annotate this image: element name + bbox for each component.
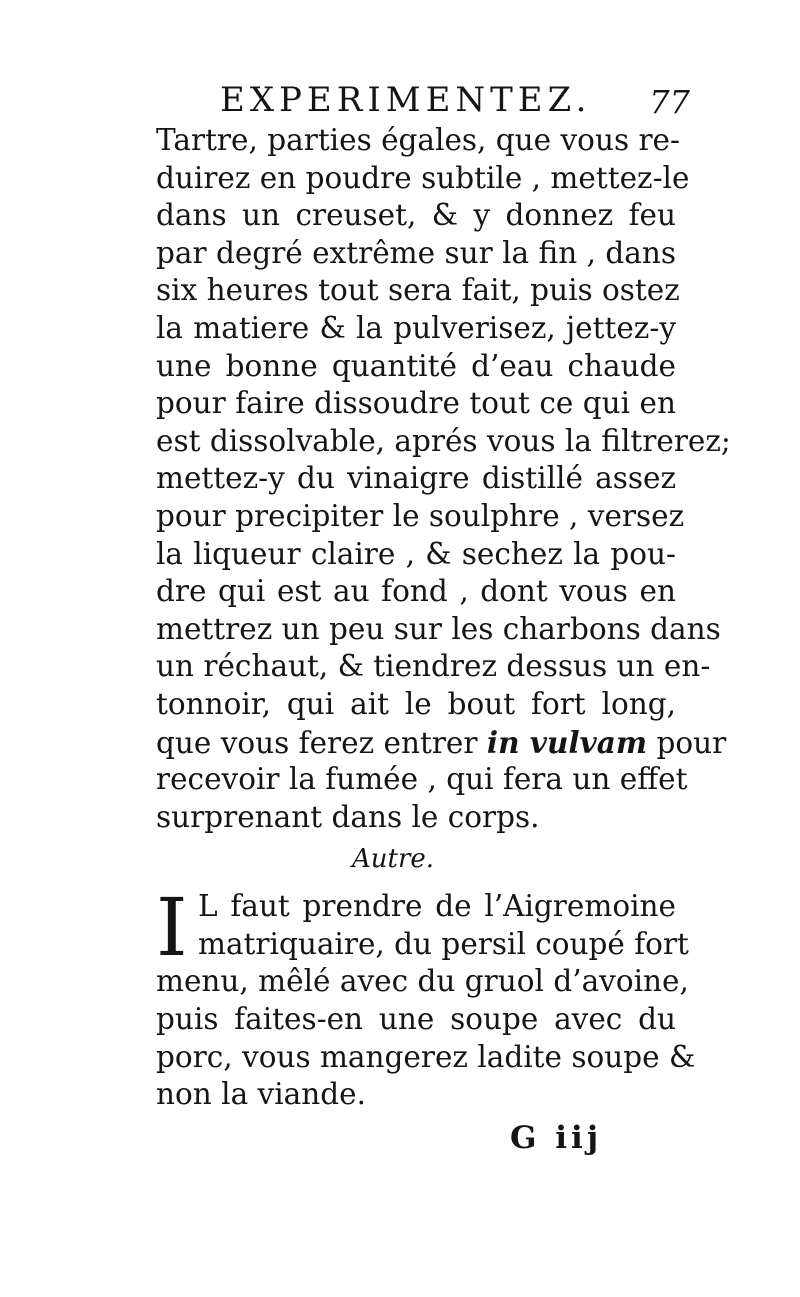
text-line: menu, mêlé avec du gruol d’avoine, — [156, 964, 689, 999]
text-line: la liqueur claire , & sechez la pou- — [156, 536, 676, 571]
drop-cap: I — [156, 881, 188, 975]
text-line: pour faire dissoudre tout ce qui en — [156, 386, 676, 421]
signature-mark: G iij — [510, 1120, 603, 1156]
text-line: dre qui est au fond , dont vous en — [156, 574, 676, 609]
text-line: par degré extrême sur la fin , dans — [156, 235, 676, 270]
page-number: 77 — [649, 83, 690, 121]
text-line: mettrez un peu sur les charbons dans — [156, 611, 721, 646]
running-head — [150, 78, 690, 122]
text-line: matriquaire, du persil coupé fort — [198, 926, 689, 961]
paragraph-autre — [156, 881, 696, 1114]
running-title: EXPERIMENTEZ. — [220, 80, 592, 120]
paragraph-recipe — [156, 122, 731, 836]
section-heading: Autre. — [352, 844, 435, 875]
text-line: puis faites-en une soupe avec du — [156, 1002, 676, 1037]
text-line: la matiere & la pulverisez, jettez-y — [156, 310, 676, 345]
text-line: dans un creuset, & y donnez feu — [156, 198, 676, 233]
text-line: Tartre, parties égales, que vous re- — [156, 123, 680, 157]
text-line: un réchaut, & tiendrez dessus un en- — [156, 649, 711, 684]
text-line: duirez en poudre subtile , mettez-le — [156, 160, 690, 195]
text-line: recevoir la fumée , qui fera un effet — [156, 762, 688, 797]
text-line: six heures tout sera fait, puis ostez — [156, 273, 680, 308]
text-line: surprenant dans le corps. — [156, 799, 540, 834]
text-line: pour precipiter le soulphre , versez — [156, 498, 685, 533]
text-line: non la viande. — [156, 1077, 366, 1112]
text-line: tonnoir, qui ait le bout fort long, — [156, 686, 676, 721]
text-line: mettez-y du vinaigre distillé assez — [156, 461, 676, 496]
text-segment: que vous ferez entrer — [156, 725, 487, 760]
latin-italic-phrase: in vulvam — [486, 724, 648, 760]
text-line: L faut prendre de l’Aigremoine — [198, 889, 676, 924]
body-text — [156, 122, 731, 1114]
text-line: porc, vous mangerez ladite soupe & — [156, 1039, 696, 1074]
text-segment: pour — [647, 725, 727, 760]
text-line-with-italic — [156, 724, 727, 762]
text-line: une bonne quantité d’eau chaude — [156, 348, 676, 383]
text-line: est dissolvable, aprés vous la filtrerez; — [156, 423, 731, 458]
